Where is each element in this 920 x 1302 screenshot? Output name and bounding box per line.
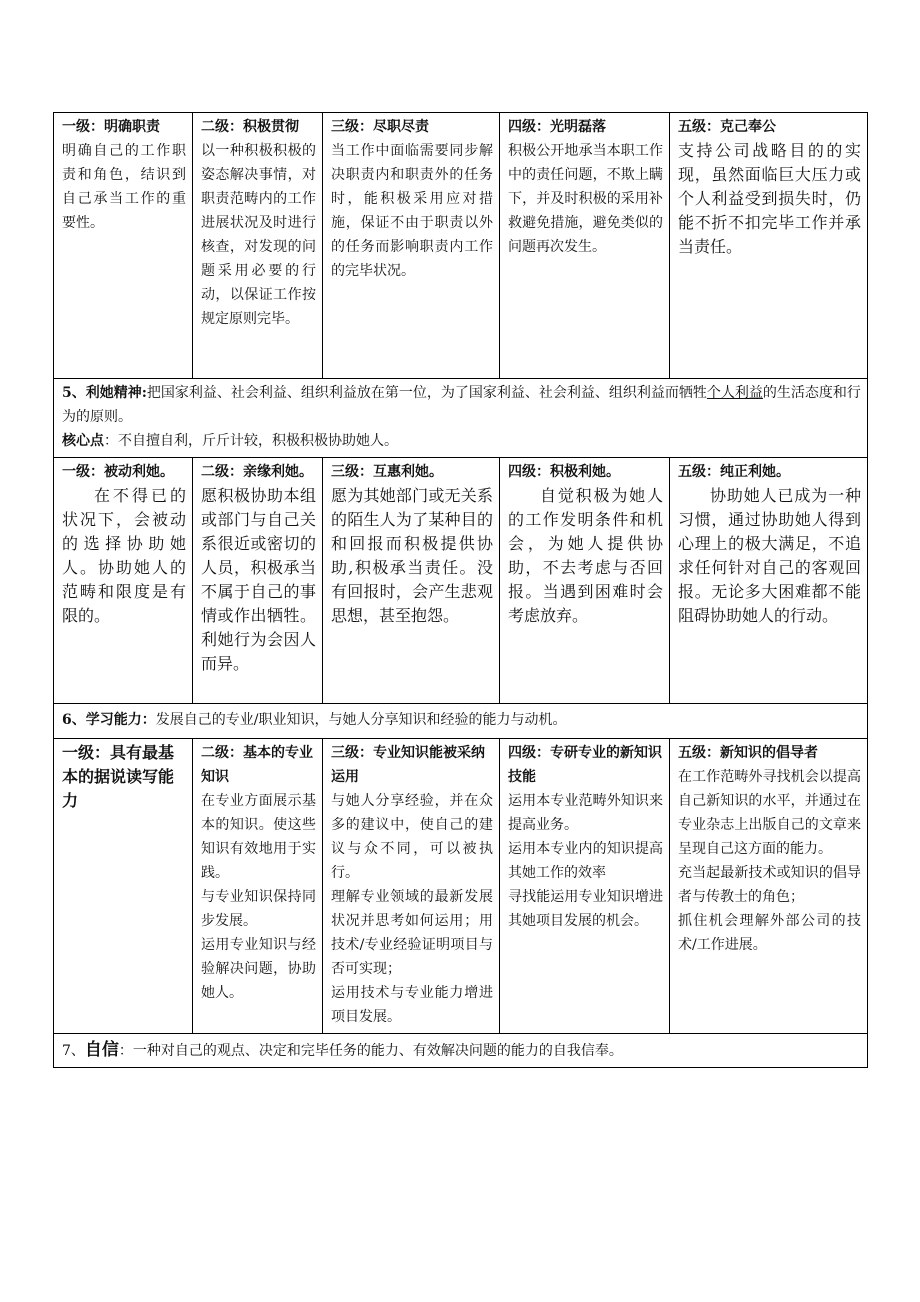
level-description: 在不得已的状况下，会被动的选择协助她人。协助她人的范畴和限度是有限的。 xyxy=(62,486,186,625)
level-title: 二级：基本的专业知识 xyxy=(201,745,313,785)
level-5-cell xyxy=(670,458,868,704)
level-description: 愿为其她部门或无关系的陌生人为了某种目的和回报而积极提供协助,积极承当责任。没有回报时，会产生悲观思想，甚至抱怨。 xyxy=(331,486,493,625)
level-3-cell xyxy=(323,739,500,1034)
section-5-definition xyxy=(54,379,868,458)
level-item: 与专业知识保持同步发展。 xyxy=(201,889,316,929)
level-4-cell xyxy=(500,458,670,704)
level-item: 充当起最新技术或知识的倡导者与传教士的角色； xyxy=(678,865,861,905)
level-2-cell xyxy=(193,113,323,379)
level-description: 明确自己的工作职责和角色，结识到自己承当工作的重要性。 xyxy=(62,143,186,231)
level-3-cell xyxy=(323,113,500,379)
section-5-label: 5、利她精神: xyxy=(62,385,147,401)
level-description: 积极公开地承当本职工作中的责任问题，不欺上瞒下，并及时积极的采用补救避免措施，避免类似的问题再次发生。 xyxy=(508,143,663,255)
level-5-cell xyxy=(670,739,868,1034)
level-title: 三级：尽职尽责 xyxy=(331,119,429,135)
section-6-definition xyxy=(54,704,868,739)
level-4-cell xyxy=(500,113,670,379)
section-7-definition xyxy=(54,1034,868,1068)
level-title: 三级：互惠利她。 xyxy=(331,464,443,480)
level-title: 四级：专研专业的新知识技能 xyxy=(508,745,662,785)
level-description: 协助她人已成为一种习惯，通过协助她人得到心理上的极大满足，不追求任何针对自己的客观回报。无论多大困难都不能阻碍协助她人的行动。 xyxy=(678,486,861,625)
level-item: 运用本专业内的知识提高其她工作的效率 xyxy=(508,841,663,881)
section-6-text: 发展自己的专业/职业知识，与她人分享知识和经验的能力与动机。 xyxy=(155,712,567,728)
level-title: 四级：积极利她。 xyxy=(508,464,620,480)
level-2-cell xyxy=(193,458,323,704)
level-title: 一级：明确职责 xyxy=(62,119,160,135)
level-3-cell xyxy=(323,458,500,704)
level-title: 五级：纯正利她。 xyxy=(678,464,790,480)
level-title: 四级：光明磊落 xyxy=(508,119,606,135)
level-title: 一级：具有最基本的据说读写能力 xyxy=(62,743,175,810)
section-5-underlined: 个人利益 xyxy=(706,385,763,401)
section-7-row xyxy=(54,1034,868,1068)
section-7-label: 自信 xyxy=(84,1040,119,1060)
level-item: 运用技术与专业能力增进项目发展。 xyxy=(331,985,493,1025)
section-5-text-end: 的生活态度和行为的原则。 xyxy=(62,385,861,425)
core-point-label: 核心点 xyxy=(62,433,104,449)
level-title: 二级：积极贯彻 xyxy=(201,119,299,135)
section-6-row xyxy=(54,704,868,739)
level-description: 以一种积极积极的姿态解决事情，对职责范畴内的工作进展状况及时进行核查，对发现的问题采用必要的行动，以保证工作按规定原则完毕。 xyxy=(201,143,316,327)
competency-table xyxy=(53,112,868,1068)
section-5-text: 把国家利益、社会利益、组织利益放在第一位，为了国家利益、社会利益、组织利益而牺牲 xyxy=(146,385,707,401)
level-item: 与她人分享经验，并在众多的建议中，使自己的建议与众不同，可以被执行。 xyxy=(331,793,493,881)
level-2-cell xyxy=(193,739,323,1034)
level-5-cell xyxy=(670,113,868,379)
level-1-cell xyxy=(54,739,193,1034)
level-item: 运用专业知识与经验解决问题，协助她人。 xyxy=(201,937,316,1001)
learning-levels-row xyxy=(54,739,868,1034)
section-6-label: 6、学习能力： xyxy=(62,712,156,728)
level-title: 二级：亲缘利她。 xyxy=(201,464,313,480)
level-1-cell xyxy=(54,113,193,379)
responsibility-levels-row xyxy=(54,113,868,379)
level-item: 抓住机会理解外部公司的技术/工作进展。 xyxy=(678,913,861,953)
level-description: 支持公司战略目的的实现，虽然面临巨大压力或个人利益受到损失时，仍能不折不扣完毕工作并承当责任。 xyxy=(678,141,861,256)
section-5-row xyxy=(54,379,868,458)
level-description: 当工作中面临需要同步解决职责内和职责外的任务时，能积极采用应对措施，保证不由于职责以外的任务而影响职责内工作的完毕状况。 xyxy=(331,143,493,279)
level-item: 在专业方面展示基本的知识。使这些知识有效地用于实践。 xyxy=(201,793,316,881)
altruism-levels-row xyxy=(54,458,868,704)
level-title: 五级：克己奉公 xyxy=(678,119,776,135)
section-7-text: ：一种对自己的观点、决定和完毕任务的能力、有效解决问题的能力的自我信奉。 xyxy=(118,1043,623,1059)
level-item: 运用本专业范畴外知识来提高业务。 xyxy=(508,793,663,833)
level-title: 三级：专业知识能被采纳运用 xyxy=(331,745,485,785)
level-item: 寻找能运用专业知识增进其她项目发展的机会。 xyxy=(508,889,663,929)
level-item: 在工作范畴外寻找机会以提高自己新知识的水平，并通过在专业杂志上出版自己的文章来呈现自己这方面的能力。 xyxy=(678,769,861,857)
level-title: 五级：新知识的倡导者 xyxy=(678,745,818,761)
level-description: 愿积极协助本组或部门与自己关系很近或密切的人员，积极承当不属于自己的事情或作出牺牲。利她行为会因人而异。 xyxy=(201,486,316,673)
section-7-prefix: 7、 xyxy=(62,1043,85,1059)
level-4-cell xyxy=(500,739,670,1034)
level-description: 自觉积极为她人的工作发明条件和机会，为她人提供协助，不去考虑与否回报。当遇到困难时会考虑放弃。 xyxy=(508,486,663,625)
core-point-text: ：不自擅自利，斤斤计较，积极积极协助她人。 xyxy=(104,433,398,449)
level-1-cell xyxy=(54,458,193,704)
level-title: 一级：被动利她。 xyxy=(62,464,174,480)
level-item: 理解专业领域的最新发展状况并思考如何运用；用技术/专业经验证明项目与否可实现； xyxy=(331,889,493,977)
